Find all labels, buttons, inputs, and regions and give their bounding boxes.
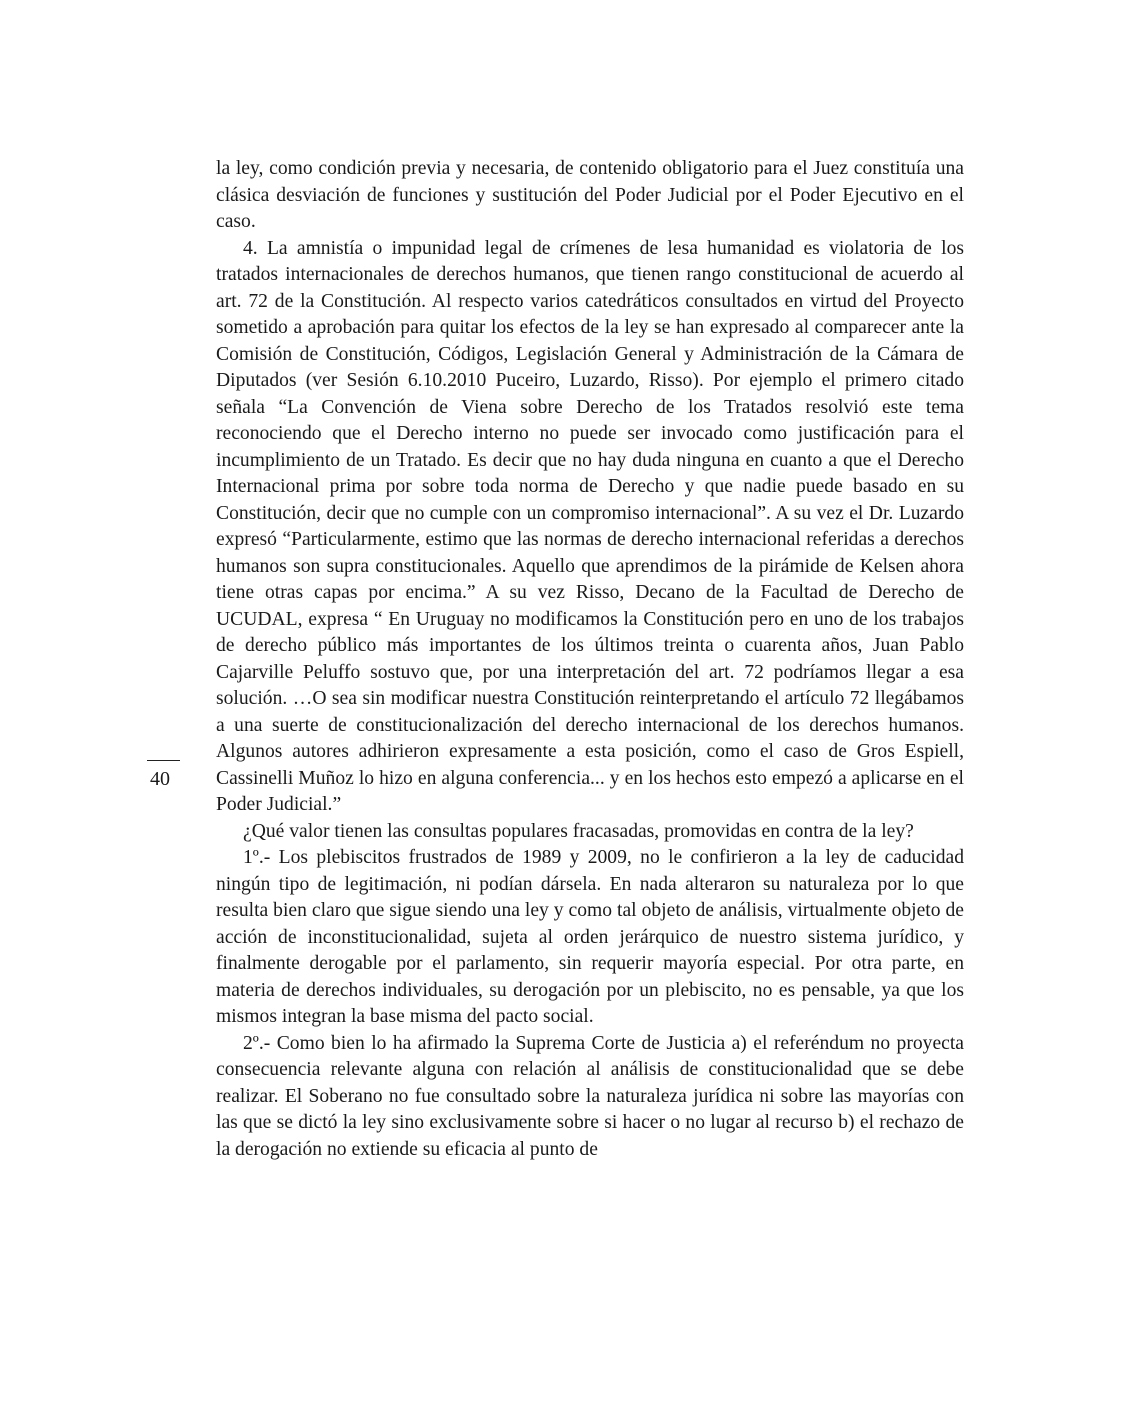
paragraph-question: ¿Qué valor tienen las consultas populares fracasadas, promovidas en contra de la ley? <box>243 820 914 842</box>
body-text <box>216 156 964 1163</box>
page-number: 40 <box>150 768 170 790</box>
paragraph-continuation: la ley, como condición previa y necesaria, de contenido obligatorio para el Juez constituía una clásica desviación de funciones y sustitución del Poder Judicial por el Poder Ejecutivo en el caso. <box>216 158 964 232</box>
paragraph-point-4: 4. La amnistía o impunidad legal de crímenes de lesa humanidad es violatoria de los tratados internacionales de derechos humanos, que tienen rango constitucional de acuerdo al art. 72 de la Constitución. Al respecto varios catedráticos consultados en virtud del Proyecto sometido a aprobación para quitar los efectos de la ley se han expresado al comparecer ante la Comisión de Constitución, Códigos, Legislación General y Administración de la Cámara de Diputados (ver Sesión 6.10.2010 Puceiro, Luzardo, Risso). Por ejemplo el primero citado señala “La Convención de Viena sobre Derecho de los Tratados resolvió este tema reconociendo que el Derecho interno no puede ser invocado como justificación para el incumplimiento de un Tratado. Es decir que no hay duda ninguna en cuanto a que el Derecho Internacional prima por sobre toda norma de Derecho y que nadie puede basado en su Constitución, decir que no cumple con un compromiso internacional”. A su vez el Dr. Luzardo expresó “Particularmente, estimo que las normas de derecho internacional referidas a derechos humanos son supra constitucionales. Aquello que aprendimos de la pirámide de Kelsen ahora tiene otras capas por encima.” A su vez Risso, Decano de la Facultad de Derecho de UCUDAL, expresa “ En Uruguay no modificamos la Constitución pero en uno de los trabajos de derecho público más importantes de los últimos treinta o cuarenta años, Juan Pablo Cajarville Peluffo sostuvo que, por una interpretación del art. 72 podríamos llegar a esa solución. …O sea sin modificar nuestra Constitución reinterpretando el artículo 72 llegábamos a una suerte de constitucionalización del derecho internacional de los derechos humanos. Algunos autores adhirieron expresamente a esta posición, como el caso de Gros Espiell, Cassinelli Muñoz lo hizo en alguna conferencia... y en los hechos esto empezó a aplicarse en el Poder Judicial.” <box>216 237 964 815</box>
page-number-rule <box>147 760 180 761</box>
paragraph-point-2: 2º.- Como bien lo ha afirmado la Suprema Corte de Justicia a) el referéndum no proyecta consecuencia relevante alguna con relación al análisis de constitucionalidad que se debe realizar. El Soberano no fue consultado sobre la naturaleza jurídica ni sobre las mayorías con las que se dictó la ley sino exclusivamente sobre si hacer o no lugar al recurso b) el rechazo de la derogación no extiende su eficacia al punto de <box>216 1032 964 1160</box>
paragraph-point-1: 1º.- Los plebiscitos frustrados de 1989 y 2009, no le confirieron a la ley de caducidad ningún tipo de legitimación, ni podían dársela. En nada alteraron su naturaleza por lo que resulta bien claro que sigue siendo una ley y como tal objeto de análisis, virtualmente objeto de acción de inconstitucionalidad, sujeta al orden jerárquico de nuestro sistema jurídico, y finalmente derogable por el parlamento, sin requerir mayoría especial. Por otra parte, en materia de derechos individuales, su derogación por un plebiscito, no es pensable, ya que los mismos integran la base misma del pacto social. <box>216 847 964 1027</box>
